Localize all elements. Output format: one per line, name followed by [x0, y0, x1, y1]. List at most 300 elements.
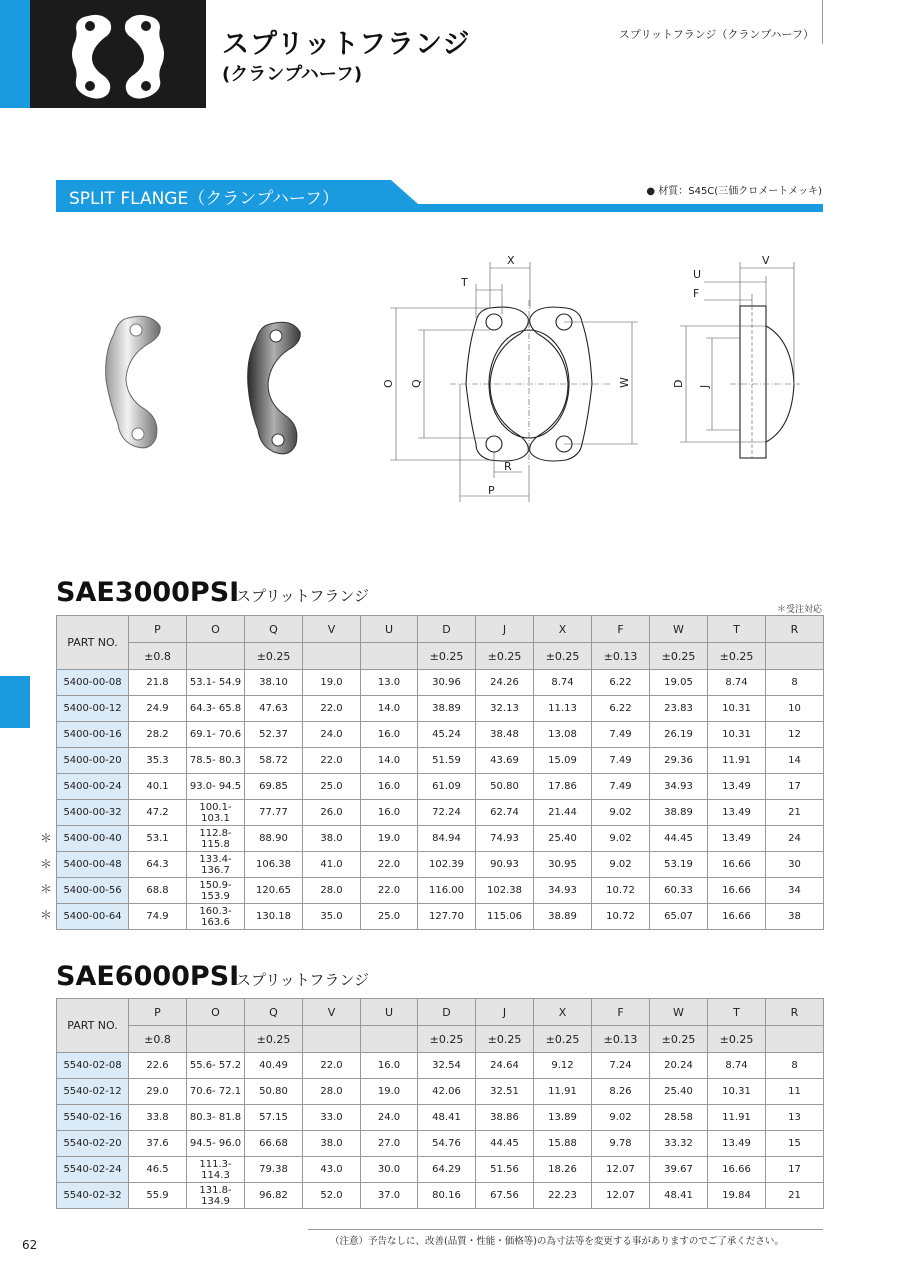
value-cell: 50.80: [245, 1079, 303, 1105]
value-cell: 14.0: [361, 748, 418, 774]
value-cell: 15: [766, 1131, 824, 1157]
tolerance-cell: ±0.25: [476, 1026, 534, 1053]
tolerance-cell: ±0.25: [534, 1026, 592, 1053]
value-cell: 7.49: [592, 748, 650, 774]
column-header: R: [766, 999, 824, 1026]
value-cell: 38.89: [534, 904, 592, 930]
value-cell: 22.6: [129, 1053, 187, 1079]
value-cell: 14: [766, 748, 824, 774]
value-cell: 30.96: [418, 670, 476, 696]
value-cell: 21.8: [129, 670, 187, 696]
value-cell: 8: [766, 1053, 824, 1079]
value-cell: 88.90: [245, 826, 303, 852]
value-cell: 78.5- 80.3: [187, 748, 245, 774]
column-header: J: [476, 616, 534, 643]
column-header: T: [708, 616, 766, 643]
value-cell: 10.31: [708, 696, 766, 722]
value-cell: 34.93: [534, 878, 592, 904]
value-cell: 33.8: [129, 1105, 187, 1131]
made-to-order-star: ＊: [40, 908, 53, 923]
sae3000-subtitle: スプリットフランジ: [236, 587, 369, 605]
value-cell: 28.2: [129, 722, 187, 748]
column-header: U: [361, 616, 418, 643]
header-divider: [822, 0, 823, 44]
label-q: Q: [410, 379, 423, 388]
part-number-cell: 5540-02-20: [57, 1131, 129, 1157]
value-cell: 40.1: [129, 774, 187, 800]
value-cell: 38.0: [303, 1131, 361, 1157]
value-cell: 24.64: [476, 1053, 534, 1079]
value-cell: 32.13: [476, 696, 534, 722]
label-x: X: [507, 254, 515, 267]
column-header: Q: [245, 616, 303, 643]
technical-drawing: [0, 240, 900, 530]
column-header: U: [361, 999, 418, 1026]
value-cell: 22.0: [361, 878, 418, 904]
value-cell: 11.91: [534, 1079, 592, 1105]
value-cell: 41.0: [303, 852, 361, 878]
tolerance-cell: ±0.25: [418, 643, 476, 670]
part-number-cell: 5400-00-40: [57, 826, 129, 852]
table-row: [57, 1079, 824, 1105]
value-cell: 10.72: [592, 878, 650, 904]
value-cell: 20.24: [650, 1053, 708, 1079]
column-header: F: [592, 999, 650, 1026]
value-cell: 17: [766, 1157, 824, 1183]
value-cell: 8.74: [534, 670, 592, 696]
value-cell: 115.06: [476, 904, 534, 930]
part-number-cell: 5400-00-64: [57, 904, 129, 930]
value-cell: 24.0: [361, 1105, 418, 1131]
sae6000-subtitle: スプリットフランジ: [236, 971, 369, 989]
value-cell: 23.83: [650, 696, 708, 722]
value-cell: 127.70: [418, 904, 476, 930]
side-tab-top: [0, 0, 30, 108]
page-subtitle: (クランプハーフ): [222, 64, 363, 85]
table-row: [57, 1183, 824, 1209]
label-u: U: [693, 268, 702, 281]
tolerance-cell: ±0.25: [708, 1026, 766, 1053]
value-cell: 10.31: [708, 722, 766, 748]
tolerance-cell: [187, 643, 245, 670]
tolerance-cell: ±0.25: [534, 643, 592, 670]
value-cell: 16.0: [361, 722, 418, 748]
value-cell: 60.33: [650, 878, 708, 904]
value-cell: 44.45: [476, 1131, 534, 1157]
value-cell: 15.09: [534, 748, 592, 774]
value-cell: 19.05: [650, 670, 708, 696]
value-cell: 21.44: [534, 800, 592, 826]
tolerance-cell: ±0.8: [129, 643, 187, 670]
value-cell: 28.0: [303, 878, 361, 904]
value-cell: 12.07: [592, 1157, 650, 1183]
value-cell: 72.24: [418, 800, 476, 826]
value-cell: 13.08: [534, 722, 592, 748]
tolerance-cell: [361, 643, 418, 670]
value-cell: 45.24: [418, 722, 476, 748]
value-cell: 100.1-103.1: [187, 800, 245, 826]
value-cell: 53.1: [129, 826, 187, 852]
part-number-cell: 5400-00-16: [57, 722, 129, 748]
value-cell: 102.39: [418, 852, 476, 878]
tolerance-cell: ±0.25: [650, 1026, 708, 1053]
table-row: [57, 852, 824, 878]
value-cell: 66.68: [245, 1131, 303, 1157]
value-cell: 22.23: [534, 1183, 592, 1209]
band-title: SPLIT FLANGE（クランプハーフ）: [69, 189, 340, 209]
value-cell: 16.66: [708, 852, 766, 878]
part-number-cell: 5540-02-08: [57, 1053, 129, 1079]
made-to-order-note: ＊受注対応: [776, 605, 822, 615]
table-row: [57, 1131, 824, 1157]
value-cell: 46.5: [129, 1157, 187, 1183]
part-number-cell: 5400-00-08: [57, 670, 129, 696]
value-cell: 38: [766, 904, 824, 930]
value-cell: 19.0: [303, 670, 361, 696]
value-cell: 74.93: [476, 826, 534, 852]
tolerance-row: [57, 643, 824, 670]
value-cell: 24.9: [129, 696, 187, 722]
table-row: [57, 696, 824, 722]
value-cell: 9.02: [592, 1105, 650, 1131]
footer-note: （注意）予告なしに、改善(品質・性能・価格等)の為寸法等を変更する事がありますのでご了承ください。: [330, 1236, 784, 1247]
table-row: [57, 1053, 824, 1079]
value-cell: 52.37: [245, 722, 303, 748]
value-cell: 42.06: [418, 1079, 476, 1105]
part-number-cell: 5400-00-32: [57, 800, 129, 826]
label-w: W: [618, 377, 631, 388]
value-cell: 16.0: [361, 800, 418, 826]
value-cell: 43.0: [303, 1157, 361, 1183]
value-cell: 16.0: [361, 774, 418, 800]
value-cell: 19.84: [708, 1183, 766, 1209]
table-row: [57, 1157, 824, 1183]
part-number-cell: 5400-00-12: [57, 696, 129, 722]
value-cell: 47.63: [245, 696, 303, 722]
tolerance-cell: ±0.8: [129, 1026, 187, 1053]
value-cell: 18.26: [534, 1157, 592, 1183]
part-number-cell: 5540-02-32: [57, 1183, 129, 1209]
value-cell: 9.02: [592, 852, 650, 878]
table-row: [57, 904, 824, 930]
flange-photo-silver: [106, 316, 161, 448]
value-cell: 64.3: [129, 852, 187, 878]
column-header: R: [766, 616, 824, 643]
value-cell: 55.9: [129, 1183, 187, 1209]
value-cell: 17.86: [534, 774, 592, 800]
value-cell: 111.3-114.3: [187, 1157, 245, 1183]
value-cell: 70.6- 72.1: [187, 1079, 245, 1105]
tolerance-cell: ±0.25: [245, 643, 303, 670]
value-cell: 51.59: [418, 748, 476, 774]
value-cell: 14.0: [361, 696, 418, 722]
tolerance-cell: [187, 1026, 245, 1053]
value-cell: 35.0: [303, 904, 361, 930]
value-cell: 69.85: [245, 774, 303, 800]
tolerance-cell: ±0.25: [650, 643, 708, 670]
value-cell: 160.3-163.6: [187, 904, 245, 930]
value-cell: 9.02: [592, 826, 650, 852]
value-cell: 19.0: [361, 1079, 418, 1105]
column-header: T: [708, 999, 766, 1026]
value-cell: 77.77: [245, 800, 303, 826]
value-cell: 32.51: [476, 1079, 534, 1105]
value-cell: 38.0: [303, 826, 361, 852]
value-cell: 7.24: [592, 1053, 650, 1079]
table-row: [57, 826, 824, 852]
tolerance-cell: ±0.25: [418, 1026, 476, 1053]
flange-photo-dark: [248, 322, 301, 454]
value-cell: 30.0: [361, 1157, 418, 1183]
value-cell: 21: [766, 800, 824, 826]
value-cell: 13.49: [708, 826, 766, 852]
value-cell: 150.9-153.9: [187, 878, 245, 904]
value-cell: 27.0: [361, 1131, 418, 1157]
value-cell: 37.0: [361, 1183, 418, 1209]
value-cell: 68.8: [129, 878, 187, 904]
value-cell: 38.10: [245, 670, 303, 696]
header-category-label: スプリットフランジ（クランプハーフ）: [618, 28, 814, 41]
value-cell: 48.41: [650, 1183, 708, 1209]
value-cell: 22.0: [303, 1053, 361, 1079]
label-d: D: [672, 379, 685, 388]
value-cell: 26.19: [650, 722, 708, 748]
tolerance-cell: [361, 1026, 418, 1053]
value-cell: 7.49: [592, 774, 650, 800]
value-cell: 22.0: [303, 748, 361, 774]
value-cell: 62.74: [476, 800, 534, 826]
tolerance-row: [57, 1026, 824, 1053]
value-cell: 34.93: [650, 774, 708, 800]
value-cell: 13.49: [708, 1131, 766, 1157]
value-cell: 80.3- 81.8: [187, 1105, 245, 1131]
value-cell: 16.66: [708, 904, 766, 930]
column-header: V: [303, 616, 361, 643]
header-row: [57, 616, 824, 643]
label-r: R: [504, 460, 512, 473]
value-cell: 67.56: [476, 1183, 534, 1209]
column-header: P: [129, 616, 187, 643]
tolerance-cell: [766, 643, 824, 670]
value-cell: 53.1- 54.9: [187, 670, 245, 696]
table-row: [57, 774, 824, 800]
value-cell: 130.18: [245, 904, 303, 930]
side-tab-mid: [0, 676, 30, 728]
value-cell: 17: [766, 774, 824, 800]
value-cell: 13.0: [361, 670, 418, 696]
value-cell: 33.0: [303, 1105, 361, 1131]
page-number: 62: [22, 1238, 38, 1252]
header-row: [57, 999, 824, 1026]
column-header: X: [534, 616, 592, 643]
column-header: D: [418, 999, 476, 1026]
value-cell: 64.29: [418, 1157, 476, 1183]
value-cell: 9.12: [534, 1053, 592, 1079]
value-cell: 39.67: [650, 1157, 708, 1183]
value-cell: 50.80: [476, 774, 534, 800]
value-cell: 7.49: [592, 722, 650, 748]
tolerance-cell: [303, 1026, 361, 1053]
value-cell: 6.22: [592, 670, 650, 696]
part-number-cell: 5540-02-12: [57, 1079, 129, 1105]
value-cell: 65.07: [650, 904, 708, 930]
part-no-header: PART NO.: [57, 999, 129, 1053]
value-cell: 12: [766, 722, 824, 748]
part-number-cell: 5400-00-24: [57, 774, 129, 800]
value-cell: 24.0: [303, 722, 361, 748]
material-note: ● 材質：S45C(三価クロメートメッキ): [646, 186, 822, 197]
value-cell: 13.49: [708, 774, 766, 800]
value-cell: 29.0: [129, 1079, 187, 1105]
value-cell: 21: [766, 1183, 824, 1209]
value-cell: 24: [766, 826, 824, 852]
value-cell: 102.38: [476, 878, 534, 904]
value-cell: 94.5- 96.0: [187, 1131, 245, 1157]
part-number-cell: 5400-00-20: [57, 748, 129, 774]
table-row: [57, 722, 824, 748]
label-p: P: [488, 484, 495, 497]
value-cell: 30: [766, 852, 824, 878]
value-cell: 16.66: [708, 1157, 766, 1183]
value-cell: 106.38: [245, 852, 303, 878]
value-cell: 74.9: [129, 904, 187, 930]
value-cell: 53.19: [650, 852, 708, 878]
value-cell: 38.48: [476, 722, 534, 748]
column-header: P: [129, 999, 187, 1026]
value-cell: 64.3- 65.8: [187, 696, 245, 722]
value-cell: 69.1- 70.6: [187, 722, 245, 748]
tolerance-cell: ±0.25: [245, 1026, 303, 1053]
value-cell: 8.74: [708, 1053, 766, 1079]
value-cell: 38.89: [418, 696, 476, 722]
value-cell: 35.3: [129, 748, 187, 774]
value-cell: 10.72: [592, 904, 650, 930]
tolerance-cell: ±0.25: [476, 643, 534, 670]
value-cell: 84.94: [418, 826, 476, 852]
value-cell: 25.40: [650, 1079, 708, 1105]
value-cell: 51.56: [476, 1157, 534, 1183]
value-cell: 54.76: [418, 1131, 476, 1157]
sae6000-title: SAE6000PSI: [56, 961, 240, 992]
column-header: D: [418, 616, 476, 643]
column-header: X: [534, 999, 592, 1026]
tolerance-cell: ±0.13: [592, 643, 650, 670]
value-cell: 10: [766, 696, 824, 722]
column-header: O: [187, 999, 245, 1026]
label-v: V: [762, 254, 770, 267]
label-t: T: [461, 276, 468, 289]
table-row: [57, 670, 824, 696]
value-cell: 22.0: [303, 696, 361, 722]
value-cell: 38.89: [650, 800, 708, 826]
value-cell: 37.6: [129, 1131, 187, 1157]
value-cell: 10.31: [708, 1079, 766, 1105]
value-cell: 28.58: [650, 1105, 708, 1131]
page-title: スプリットフランジ: [222, 29, 471, 60]
value-cell: 12.07: [592, 1183, 650, 1209]
value-cell: 120.65: [245, 878, 303, 904]
value-cell: 9.02: [592, 800, 650, 826]
part-no-header: PART NO.: [57, 616, 129, 670]
value-cell: 44.45: [650, 826, 708, 852]
value-cell: 80.16: [418, 1183, 476, 1209]
dimension-lines: [390, 262, 638, 502]
value-cell: 25.40: [534, 826, 592, 852]
label-j: J: [698, 384, 711, 388]
table-row: [57, 748, 824, 774]
value-cell: 38.86: [476, 1105, 534, 1131]
value-cell: 55.6- 57.2: [187, 1053, 245, 1079]
value-cell: 11.13: [534, 696, 592, 722]
sae3000-table: [56, 615, 824, 930]
value-cell: 29.36: [650, 748, 708, 774]
table-row: [57, 800, 824, 826]
value-cell: 13: [766, 1105, 824, 1131]
value-cell: 57.15: [245, 1105, 303, 1131]
part-number-cell: 5540-02-24: [57, 1157, 129, 1183]
part-number-cell: 5540-02-16: [57, 1105, 129, 1131]
sae6000-table: [56, 998, 824, 1209]
value-cell: 25.0: [303, 774, 361, 800]
tolerance-cell: [766, 1026, 824, 1053]
column-header: O: [187, 616, 245, 643]
value-cell: 6.22: [592, 696, 650, 722]
made-to-order-star: ＊: [40, 856, 53, 871]
made-to-order-star: ＊: [40, 830, 53, 845]
value-cell: 48.41: [418, 1105, 476, 1131]
part-number-cell: 5400-00-48: [57, 852, 129, 878]
value-cell: 13.49: [708, 800, 766, 826]
value-cell: 79.38: [245, 1157, 303, 1183]
value-cell: 28.0: [303, 1079, 361, 1105]
value-cell: 116.00: [418, 878, 476, 904]
part-number-cell: 5400-00-56: [57, 878, 129, 904]
value-cell: 11.91: [708, 1105, 766, 1131]
label-o: O: [382, 379, 395, 388]
column-header: W: [650, 616, 708, 643]
label-f: F: [693, 287, 700, 300]
tolerance-cell: ±0.13: [592, 1026, 650, 1053]
column-header: Q: [245, 999, 303, 1026]
value-cell: 13.89: [534, 1105, 592, 1131]
value-cell: 40.49: [245, 1053, 303, 1079]
value-cell: 131.8-134.9: [187, 1183, 245, 1209]
value-cell: 11.91: [708, 748, 766, 774]
value-cell: 112.8-115.8: [187, 826, 245, 852]
value-cell: 22.0: [361, 852, 418, 878]
value-cell: 15.88: [534, 1131, 592, 1157]
column-header: F: [592, 616, 650, 643]
value-cell: 8.74: [708, 670, 766, 696]
value-cell: 34: [766, 878, 824, 904]
value-cell: 19.0: [361, 826, 418, 852]
value-cell: 43.69: [476, 748, 534, 774]
value-cell: 33.32: [650, 1131, 708, 1157]
table-row: [57, 878, 824, 904]
value-cell: 11: [766, 1079, 824, 1105]
side-view-drawing: [740, 306, 794, 458]
value-cell: 133.4-136.7: [187, 852, 245, 878]
footer-divider: [308, 1229, 823, 1230]
value-cell: 8: [766, 670, 824, 696]
value-cell: 8.26: [592, 1079, 650, 1105]
column-header: J: [476, 999, 534, 1026]
value-cell: 16.0: [361, 1053, 418, 1079]
value-cell: 96.82: [245, 1183, 303, 1209]
value-cell: 93.0- 94.5: [187, 774, 245, 800]
column-header: W: [650, 999, 708, 1026]
value-cell: 90.93: [476, 852, 534, 878]
